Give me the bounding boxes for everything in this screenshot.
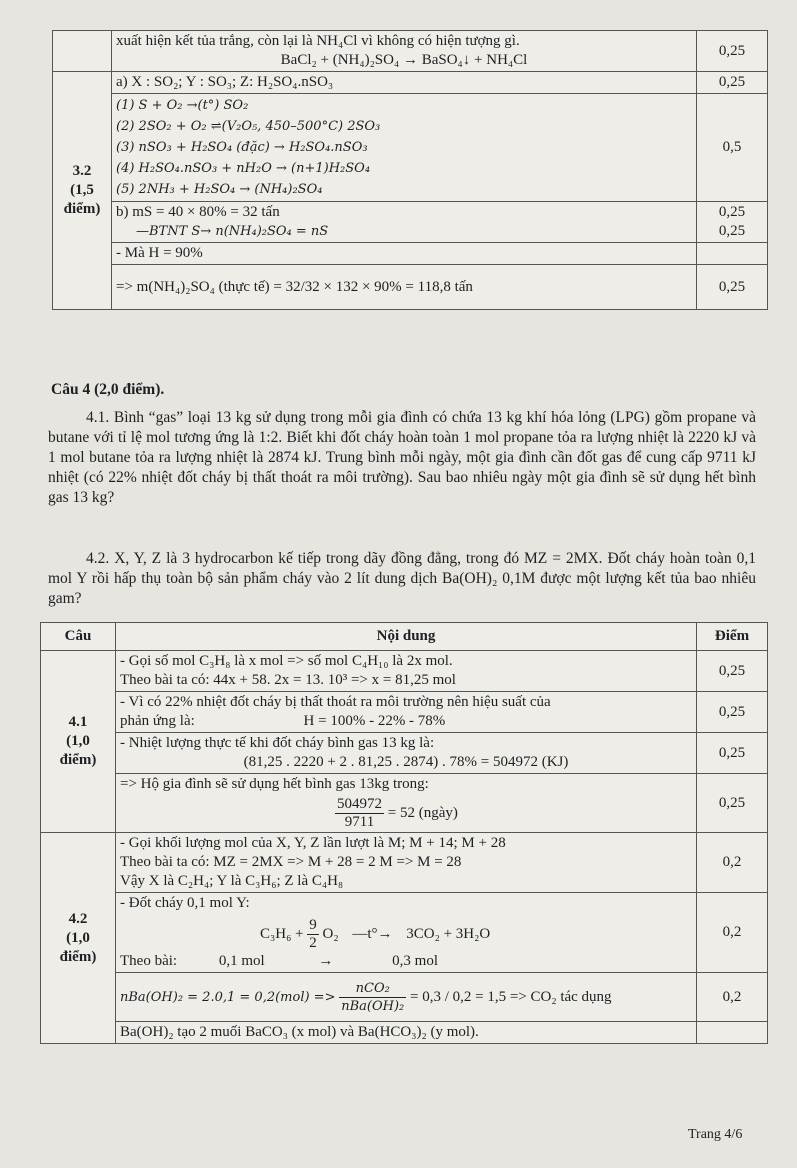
table-cell xyxy=(116,893,697,973)
points-cell: 0,25 xyxy=(697,651,768,692)
equation: (81,25 . 2220 + 2 . 81,25 . 2874) . 78% = 504972 (KJ) xyxy=(243,754,569,770)
table-cell xyxy=(116,692,697,733)
empty-cell xyxy=(697,1022,768,1044)
empty-cell xyxy=(53,31,112,72)
section-points-unit: điểm) xyxy=(63,201,101,217)
equation: BaCl₂ + (NH₄)₂SO₄ → BaSO₄↓ + NH₄Cl xyxy=(280,52,528,68)
equation-o2: O₂ xyxy=(322,925,339,942)
text-line xyxy=(120,712,692,731)
header-cell: Điểm xyxy=(697,623,768,651)
text-line: - Nhiệt lượng thực tế khi đốt cháy bình gas 13 kg là: xyxy=(120,735,435,751)
question-4-1: 4.1. Bình “gas” loại 13 kg sử dụng trong mỗi gia đình có chứa 13 kg khí hóa lỏng (LPG) gồm propane và butane với tỉ lệ mol tương ứng là 1:2. Biết khi đốt cháy hoàn toàn 1 mol propane tỏa ra lượng nhiệt là 2220 kJ và 1 mol butane tỏa ra lượng nhiệt là 2874 kJ. Trung bình mỗi ngày, một gia đình cần đốt gas để cung cấp 9711 kJ nhiệt (có 22% nhiệt đốt cháy bị thất thoát ra môi trường). Sau bao nhiêu ngày một gia đình sẽ sử dụng hết bình gas 13 kg? xyxy=(48,409,756,506)
arrow: → xyxy=(318,953,334,969)
fraction-result: = 52 (ngày) xyxy=(387,804,458,821)
fraction-line xyxy=(120,794,692,831)
table-cell xyxy=(116,833,697,893)
table-cell: Ba(OH)₂ tạo 2 muối BaCO₃ (x mol) và Ba(HCO₃)₂ (y mol). xyxy=(116,1022,697,1044)
text-fragment: phản ứng là: xyxy=(120,713,195,729)
table-cell: => m(NH₄)₂SO₄ (thực tế) = 32/32 × 132 × 90% = 118,8 tấn xyxy=(112,265,697,310)
points-cell: 0,25 xyxy=(697,31,768,72)
fraction xyxy=(339,980,406,1015)
points-value: 0,25 xyxy=(718,204,746,220)
text-line: => Hộ gia đình sẽ sử dụng hết bình gas 13kg trong: xyxy=(120,776,429,792)
table-cell xyxy=(112,202,697,243)
points-cell: 0,25 xyxy=(697,72,768,94)
answer-table-3-2 xyxy=(52,30,768,310)
reaction-4: (4) H₂SO₄.nSO₃ + nH₂O → (n+1)H₂SO₄ xyxy=(116,161,371,176)
mol-value: 0,3 mol xyxy=(392,953,439,969)
equation: = 0,3 / 0,2 = 1,5 => CO₂ tác dụng xyxy=(410,988,612,1005)
numerator: 504972 xyxy=(337,796,382,812)
header-cell: Nội dung xyxy=(116,623,697,651)
table-cell xyxy=(116,973,697,1022)
denominator: 2 xyxy=(309,935,317,951)
table-cell xyxy=(116,651,697,692)
section-number: 4.2 xyxy=(68,910,88,927)
text-line: - Vì có 22% nhiệt đốt cháy bị thất thoát ra môi trường nên hiệu suất của xyxy=(120,694,551,710)
question-4-2: 4.2. X, Y, Z là 3 hydrocarbon kế tiếp trong dãy đồng đẳng, trong đó MZ = 2MX. Đốt cháy hoàn toàn 0,1 mol Y rồi hấp thụ toàn bộ sản phẩm cháy vào 2 lít dung dịch Ba(OH)₂ 0,1M được một lượng kết tủa bao nhiêu gam? xyxy=(48,550,756,607)
section-label xyxy=(41,833,116,1044)
reaction-5: (5) 2NH₃ + H₂SO₄ → (NH₄)₂SO₄ xyxy=(116,182,323,197)
table-cell xyxy=(112,31,697,72)
section-label xyxy=(41,651,116,833)
text-line: - Gọi khối lượng mol của X, Y, Z lần lượt là M; M + 14; M + 28 xyxy=(120,835,506,851)
numerator: 9 xyxy=(309,917,317,933)
points-cell: 0,25 xyxy=(697,265,768,310)
reaction-2: (2) 2SO₂ + O₂ ⇌(V₂O₅, 450–500°C) 2SO₃ xyxy=(116,119,381,134)
text-line xyxy=(120,952,692,971)
reaction-1: (1) S + O₂ →(t°) SO₂ xyxy=(116,98,249,113)
empty-cell xyxy=(697,243,768,265)
points-cell: 0,2 xyxy=(697,833,768,893)
text-line: Theo bài ta có: MZ = 2MX => M + 28 = 2 M => M = 28 xyxy=(120,854,462,870)
table-cell: a) X : SO₂; Y : SO₃; Z: H₂SO₄.nSO₃ xyxy=(112,72,697,94)
points-cell xyxy=(697,202,768,243)
section-points-unit: điểm) xyxy=(59,948,97,965)
equation: H = 100% - 22% - 78% xyxy=(303,713,446,729)
equation-left: C₃H₆ + xyxy=(260,925,304,942)
fraction xyxy=(307,917,319,952)
equation: nBa(OH)₂ = 2.0,1 = 0,2(mol) => xyxy=(120,989,336,1005)
table-cell: - Mà H = 90% xyxy=(112,243,697,265)
points-cell: 0,2 xyxy=(697,973,768,1022)
text-line: - Gọi số mol C₃H₈ là x mol => số mol C₄H₁₀ là 2x mol. xyxy=(120,653,453,669)
equation: —BTNT S→ n(NH₄)₂SO₄ = nS xyxy=(136,224,329,239)
section-number: 4.1 xyxy=(68,714,88,730)
text-line: - Đốt cháy 0,1 mol Y: xyxy=(120,895,250,911)
text-line: b) mS = 40 × 80% = 32 tấn xyxy=(116,204,280,220)
mol-value: 0,1 mol xyxy=(218,953,265,969)
denominator: 9711 xyxy=(344,814,375,830)
points-value: 0,25 xyxy=(718,223,746,239)
points-cell: 0,25 xyxy=(697,692,768,733)
section-points: (1,0 xyxy=(66,929,90,946)
section-points: (1,5 xyxy=(70,182,94,198)
points-cell: 0,25 xyxy=(697,774,768,833)
answer-table-4 xyxy=(40,622,768,1044)
header-cell: Câu xyxy=(41,623,116,651)
fraction xyxy=(335,796,384,831)
table-cell xyxy=(116,774,697,833)
numerator: nCO₂ xyxy=(339,980,406,998)
question-heading: Câu 4 (2,0 điểm). xyxy=(51,381,165,398)
section-number: 3.2 xyxy=(72,163,92,179)
text-line: xuất hiện kết tủa trắng, còn lại là NH₄Cl vì không có hiện tượng gì. xyxy=(116,33,520,49)
section-points-unit: điểm) xyxy=(59,752,97,768)
section-points: (1,0 xyxy=(66,733,90,749)
denominator: nBa(OH)₂ xyxy=(341,998,405,1014)
text-line: Vậy X là C₂H₄; Y là C₃H₆; Z là C₄H₈ xyxy=(120,873,344,889)
text-fragment: Theo bài: xyxy=(120,953,178,969)
table-cell xyxy=(116,733,697,774)
equation-right: 3CO₂ + 3H₂O xyxy=(406,925,491,942)
reaction-3: (3) nSO₃ + H₂SO₄ (đặc) → H₂SO₄.nSO₃ xyxy=(116,140,368,155)
section-label xyxy=(53,72,112,310)
points-cell: 0,25 xyxy=(697,733,768,774)
points-cell: 0,5 xyxy=(697,94,768,202)
text-line: Theo bài ta có: 44x + 58. 2x = 13. 10³ => x = 81,25 mol xyxy=(120,672,456,688)
reaction-arrow: —t°→ xyxy=(352,925,393,942)
reaction-list xyxy=(112,94,697,202)
page-number: Trang 4/6 xyxy=(688,1127,743,1142)
equation xyxy=(120,913,692,952)
points-cell: 0,2 xyxy=(697,893,768,973)
